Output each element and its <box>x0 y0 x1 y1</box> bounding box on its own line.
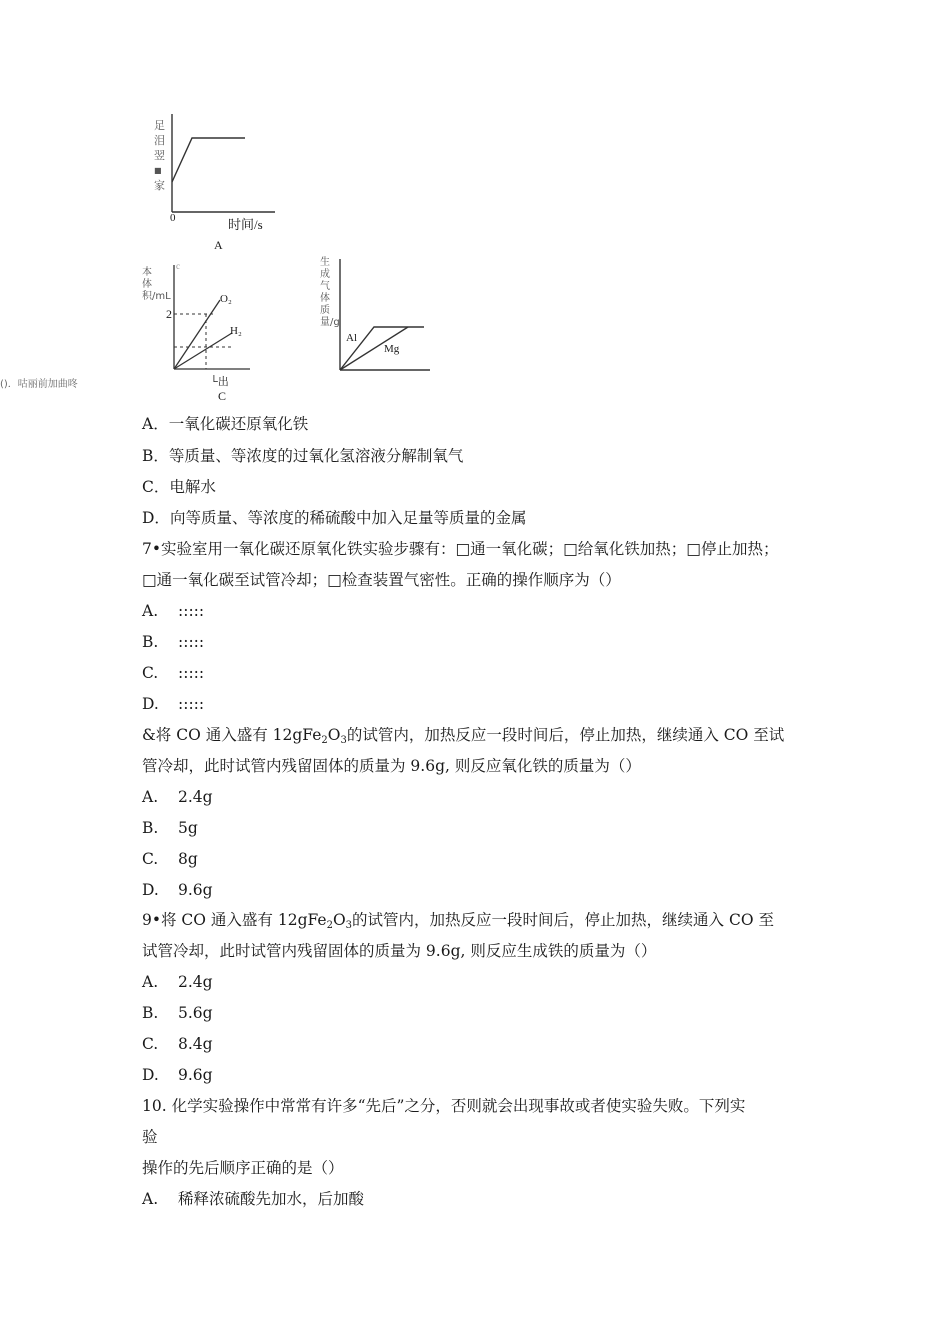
option-letter: C. <box>142 850 159 868</box>
option-letter: B. <box>142 1004 159 1022</box>
subscript: 2 <box>326 920 333 931</box>
figure-d <box>318 253 438 378</box>
figure-a <box>150 110 280 255</box>
series-label-al: Al <box>346 332 357 344</box>
q9-option-c <box>142 1034 213 1054</box>
q7-option-d <box>142 694 204 714</box>
q6-option-c <box>142 477 216 497</box>
q8-text: O <box>327 726 341 744</box>
option-letter: A． <box>142 415 169 433</box>
q8-stem-line1 <box>142 725 784 745</box>
subscript: 3 <box>345 920 353 931</box>
q9-stem-line1 <box>142 910 774 930</box>
q7-option-c <box>142 663 204 683</box>
series-label-h2: H₂ <box>230 325 242 337</box>
ylabel-char: 足 <box>154 119 165 132</box>
figure-c-caption: C <box>218 389 227 403</box>
ylabel-char: 翌 <box>154 149 165 162</box>
option-text: ::::: <box>178 664 205 682</box>
q8-option-a <box>142 787 213 807</box>
option-letter: A. <box>142 788 159 806</box>
q6-option-a <box>142 414 308 434</box>
option-text: 电解水 <box>169 478 216 496</box>
option-text: 9.6g <box>178 1066 213 1084</box>
series-label-o2: O₂ <box>220 293 232 305</box>
option-letter: B. <box>142 633 159 651</box>
option-text: 9.6g <box>178 881 213 899</box>
option-text: 稀释浓硫酸先加水，后加酸 <box>178 1190 365 1208</box>
option-letter: C. <box>142 664 159 682</box>
figure-a-caption: A <box>214 238 223 252</box>
q10-stem-line1: 10. 化学实验操作中常常有许多“先后”之分，否则就会出现事故或者使实验失败。下列实 <box>142 1097 746 1115</box>
figure-c-ytick: 2 <box>166 307 172 321</box>
option-text: 2.4g <box>178 973 213 991</box>
option-text: 一氧化碳还原氧化铁 <box>168 415 309 433</box>
option-letter: C. <box>142 1035 159 1053</box>
figure-c-corner: c <box>176 261 180 271</box>
q9-option-d <box>142 1065 213 1085</box>
q7-option-a <box>142 601 204 621</box>
q10-stem-line2: 操作的先后顺序正确的是（） <box>142 1159 344 1177</box>
q9-text: 9•将 CO 通入盛有 12gFe <box>142 911 327 929</box>
option-text: 5.6g <box>178 1004 213 1022</box>
option-text: ::::: <box>178 602 205 620</box>
option-letter: A. <box>142 973 159 991</box>
q9-option-a <box>142 972 213 992</box>
option-text: 8.4g <box>178 1035 213 1053</box>
subscript: 3 <box>340 735 347 746</box>
option-text: 等质量、等浓度的过氧化氢溶液分解制氧气 <box>168 447 464 465</box>
option-text: 向等质量、等浓度的稀硫酸中加入足量等质量的金属 <box>169 509 527 527</box>
figure-a-xlabel: 时间/s <box>228 217 263 232</box>
subscript: 2 <box>321 735 328 746</box>
figure-a-plot <box>150 110 280 220</box>
q9-stem-line2: 试管冷却，此时试管内残留固体的质量为 9.6g, 则反应生成铁的质量为（） <box>142 942 657 960</box>
q8-text: 的试管内，加热反应一段时间后，停止加热，继续通入 CO 至试 <box>346 726 785 744</box>
series-label-mg: Mg <box>384 343 400 355</box>
option-text: 8g <box>178 850 198 868</box>
figure-a-origin: 0 <box>170 212 176 224</box>
q9-text: O <box>332 911 346 929</box>
q8-stem-line2: 管冷却，此时试管内残留固体的质量为 9.6g, 则反应氧化铁的质量为（） <box>142 757 641 775</box>
figure-c-ylabel: 本体积/mL <box>142 267 171 302</box>
option-text: 2.4g <box>178 788 213 806</box>
figure-d-plot <box>318 253 438 373</box>
option-letter: D． <box>142 509 170 527</box>
q10-stem-line1-wrap: 验 <box>142 1128 158 1146</box>
q7-stem-line1: 7•实验室用一氧化碳还原氧化铁实验步骤有：□通一氧化碳；□给氧化铁加热；□停止加热； <box>142 540 779 558</box>
q8-text: &将 CO 通入盛有 12gFe <box>142 726 322 744</box>
q6-option-b <box>142 446 463 466</box>
option-letter: D. <box>142 1066 159 1084</box>
option-text: ::::: <box>178 695 205 713</box>
option-letter: C． <box>142 478 170 496</box>
margin-note: ()．咕丽前加曲咚 <box>0 379 78 390</box>
option-letter: B． <box>142 447 169 465</box>
q9-option-b <box>142 1003 213 1023</box>
option-letter: A. <box>142 1190 159 1208</box>
q6-option-d <box>142 508 526 528</box>
q10-option-a <box>142 1189 364 1209</box>
q7-option-b <box>142 632 204 652</box>
ylabel-char: 家 <box>154 179 165 192</box>
option-text: ::::: <box>178 633 205 651</box>
ylabel-char: 泪 <box>154 134 165 147</box>
q8-option-b <box>142 818 198 838</box>
ylabel-char: ■ <box>154 166 162 175</box>
figure-a-ylabel <box>154 118 164 193</box>
option-letter: D. <box>142 881 159 899</box>
q9-text: 的试管内，加热反应一段时间后，停止加热，继续通入 CO 至 <box>352 911 774 929</box>
q8-option-c <box>142 849 198 869</box>
option-text: 5g <box>178 819 198 837</box>
option-letter: A. <box>142 602 159 620</box>
figure-c-plot <box>140 255 270 375</box>
q7-stem-line2: □通一氧化碳至试管冷却；□检查装置气密性。正确的操作顺序为（） <box>142 571 621 589</box>
figure-c <box>140 255 270 405</box>
figure-d-ylabel: 生成气体质量/g <box>320 257 340 328</box>
option-letter: D. <box>142 695 159 713</box>
figure-c-xmark: └出 <box>210 376 229 388</box>
q8-option-d <box>142 880 213 900</box>
option-letter: B. <box>142 819 159 837</box>
